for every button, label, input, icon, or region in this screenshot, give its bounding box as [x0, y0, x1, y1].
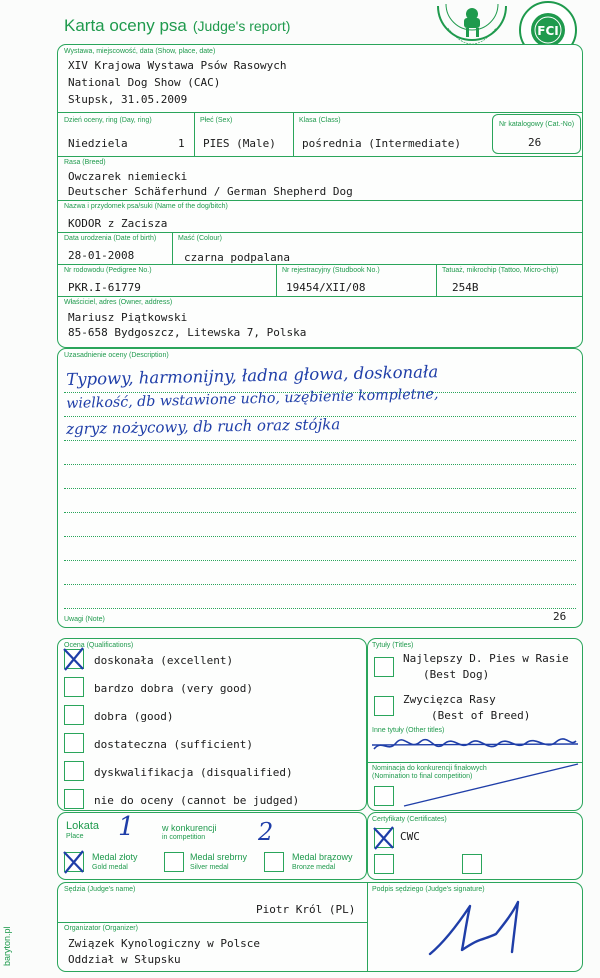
show-line-3: Słupsk, 31.05.2009	[68, 93, 188, 106]
gold-medal-label-en: Gold medal	[92, 864, 128, 871]
place-label: Lokata	[66, 820, 100, 832]
notes-value: 26	[553, 610, 567, 623]
qualification-label: dyskwalifikacja (disqualified)	[94, 766, 293, 779]
bronze-medal-label-en: Bronze medal	[292, 864, 336, 871]
show-label: Wystawa, miejscowość, data (Show, place, date)	[64, 48, 216, 55]
silver-medal-checkbox[interactable]	[164, 852, 184, 872]
catalog-label: Nr katalogowy (Cat.-No)	[499, 121, 575, 128]
description-hand-line-1: Typowy, harmonijny, ładna głowa, doskonała	[66, 362, 439, 389]
signature-label: Podpis sędziego (Judge's signature)	[372, 886, 485, 893]
best-dog-checkbox[interactable]	[374, 657, 394, 677]
colour-label: Maść (Colour)	[178, 235, 222, 242]
best-breed-line-2: (Best of Breed)	[431, 709, 531, 722]
ring-value: 1	[178, 137, 185, 150]
class-value: pośrednia (Intermediate)	[302, 137, 461, 150]
other-titles-label: Inne tytuły (Other titles)	[372, 727, 445, 734]
organizer-line-2: Oddział w Słupsku	[68, 953, 181, 966]
side-footer-text: baryton.pl	[2, 926, 12, 966]
check-mark-icon	[61, 849, 87, 875]
judge-label: Sędzia (Judge's name)	[64, 886, 136, 893]
cwc-checkbox[interactable]	[374, 828, 394, 848]
gold-medal-label: Medal złoty	[92, 852, 138, 862]
best-dog-line-2: (Best Dog)	[423, 668, 490, 681]
qualification-label: bardzo dobra (very good)	[94, 682, 253, 695]
qualification-checkbox[interactable]	[64, 733, 84, 753]
day-value: Niedziela	[68, 137, 128, 150]
sex-value: PIES (Male)	[203, 137, 276, 150]
place-label-en: Place	[66, 833, 84, 840]
fci-logo-abbr: FCI	[537, 24, 559, 38]
titles-label: Tytuły (Titles)	[372, 642, 414, 649]
owner-label: Właściciel, adres (Owner, address)	[64, 299, 173, 306]
class-label: Klasa (Class)	[299, 117, 341, 124]
title-subtitle: (Judge's report)	[192, 18, 291, 34]
best-breed-line-1: Zwycięzca Rasy	[403, 693, 496, 706]
competition-value: 2	[258, 818, 274, 846]
owner-line-2: 85-658 Bydgoszcz, Litewska 7, Polska	[68, 326, 307, 339]
description-hand-line-2: wielkość, db wstawione ucho, uzębienie kompletne,	[66, 386, 439, 412]
organizer-line-1: Związek Kynologiczny w Polsce	[68, 937, 261, 950]
qualification-checkbox[interactable]	[64, 677, 84, 697]
tattoo-value: 254B	[452, 281, 479, 294]
gold-medal-checkbox[interactable]	[64, 852, 84, 872]
qualification-checkbox[interactable]	[64, 761, 84, 781]
page-title	[64, 16, 290, 36]
studbook-label: Nr rejestracyjny (Studbook No.)	[282, 267, 380, 274]
studbook-value: 19454/XII/08	[286, 281, 366, 294]
description-hand-line-3: zgryz nożycowy, db ruch oraz stójka	[66, 415, 341, 438]
nomination-strike	[400, 760, 582, 810]
qualifications-label: Ocena (Qualifications)	[64, 642, 134, 649]
bronze-medal-checkbox[interactable]	[264, 852, 284, 872]
birth-value: 28-01-2008	[68, 249, 135, 262]
owner-line-1: Mariusz Piątkowski	[68, 311, 188, 324]
qualification-checkbox[interactable]	[64, 789, 84, 809]
place-value: 1	[118, 812, 135, 842]
competition-label-en: in competition	[162, 834, 206, 841]
qualification-checkbox[interactable]	[64, 649, 84, 669]
day-label: Dzień oceny, ring (Day, ring)	[64, 117, 152, 124]
nomination-label-2: (Nomination to final competition)	[372, 773, 473, 780]
qualification-label: dobra (good)	[94, 710, 174, 723]
best-breed-checkbox[interactable]	[374, 696, 394, 716]
qualification-label: dostateczna (sufficient)	[94, 738, 253, 751]
dog-name-value: KODOR z Zacisza	[68, 217, 168, 230]
title-text: Karta oceny psa	[64, 16, 187, 35]
cwc-label: CWC	[400, 830, 420, 843]
judge-signature	[420, 894, 540, 964]
qualification-checkbox[interactable]	[64, 705, 84, 725]
breed-line-2: Deutscher Schäferhund / German Shepherd Dog	[68, 185, 353, 198]
nomination-label-1: Nominacja do konkurencji finałowych	[372, 765, 487, 772]
judge-value: Piotr Król (PL)	[256, 903, 356, 916]
bronze-medal-label: Medal brązowy	[292, 852, 353, 862]
certificates-label: Certyfikaty (Certificates)	[372, 816, 447, 823]
breed-line-1: Owczarek niemiecki	[68, 170, 188, 183]
tattoo-label: Tatuaż, mikrochip (Tattoo, Micro-chip)	[442, 267, 559, 274]
birth-label: Data urodzenia (Date of birth)	[64, 235, 157, 242]
qualification-label: doskonała (excellent)	[94, 654, 234, 667]
competition-label: w konkurencji	[162, 823, 217, 833]
notes-label: Uwagi (Note)	[64, 616, 105, 623]
check-mark-icon	[371, 825, 397, 851]
colour-value: czarna podpalana	[184, 251, 290, 264]
other-titles-scribble	[370, 733, 580, 757]
certificate-checkbox-3[interactable]	[462, 854, 482, 874]
sex-label: Płeć (Sex)	[200, 117, 233, 124]
pedigree-label: Nr rodowodu (Pedigree No.)	[64, 267, 152, 274]
nomination-checkbox[interactable]	[374, 786, 394, 806]
best-dog-line-1: Najlepszy D. Pies w Rasie	[403, 652, 569, 665]
catalog-value: 26	[528, 136, 542, 149]
pedigree-value: PKR.I-61779	[68, 281, 141, 294]
check-mark-icon	[61, 646, 87, 672]
dog-name-label: Nazwa i przydomek psa/suki (Name of the dog/bitch)	[64, 203, 228, 210]
show-line-1: XIV Krajowa Wystawa Psów Rasowych	[68, 59, 287, 72]
silver-medal-label: Medal srebrny	[190, 852, 248, 862]
certificate-checkbox-2[interactable]	[374, 854, 394, 874]
silver-medal-label-en: Silver medal	[190, 864, 229, 871]
organizer-label: Organizator (Organizer)	[64, 925, 138, 932]
description-label: Uzasadnienie oceny (Description)	[64, 352, 169, 359]
qualification-label: nie do oceny (cannot be judged)	[94, 794, 300, 807]
show-line-2: National Dog Show (CAC)	[68, 76, 221, 89]
breed-label: Rasa (Breed)	[64, 159, 106, 166]
